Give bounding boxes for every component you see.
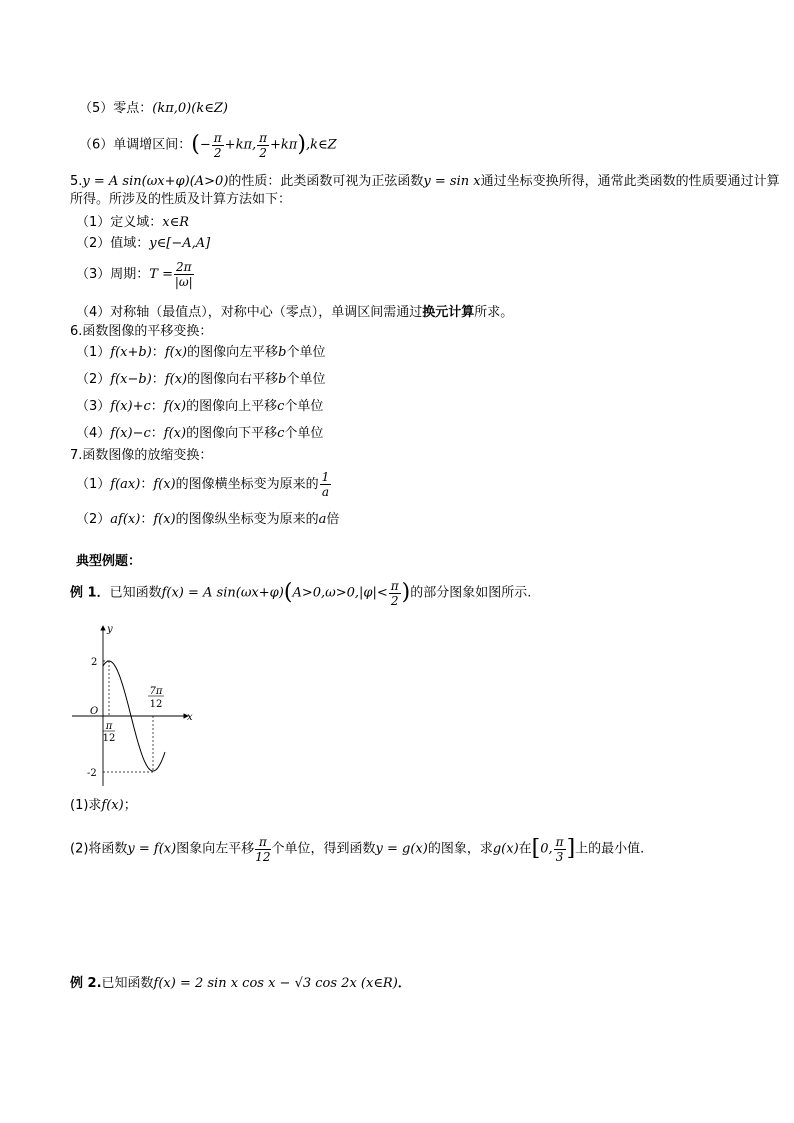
row-fx: f(x) [153, 512, 176, 527]
item-5-formula: (kπ,0)(k∈Z) [152, 101, 228, 116]
q1-end: ； [123, 798, 137, 813]
item-6-frac2 [257, 131, 269, 160]
frac-num: π [555, 834, 564, 849]
frac-den: 12 [255, 849, 271, 864]
row-label: （3） [76, 399, 111, 414]
row-text: 的图像向下平移 [186, 426, 278, 441]
p1-label: （1）定义域： [76, 215, 163, 230]
item-6-end: +kπ [270, 137, 298, 153]
examples-heading: 典型例题： [76, 554, 142, 569]
row-text: 的图像横坐标变为原来的 [175, 477, 319, 492]
q2-c: 个单位，得到函数 [271, 841, 376, 857]
example-1-cond: A>0,ω>0,|φ|< [292, 585, 388, 601]
item-5 [79, 101, 228, 117]
row-unit: 倍 [326, 512, 340, 527]
q2-g: y = g(x) [375, 841, 428, 857]
q2-f: 上的最小值. [575, 841, 645, 857]
q2-interval-start: 0, [540, 841, 553, 857]
x2-num-label: 7π [149, 686, 163, 697]
row-text: 的图像向右平移 [187, 372, 279, 387]
p4-text-b: 所求。 [474, 305, 514, 320]
example-2-end: ． [397, 976, 411, 991]
row-label: （1） [76, 345, 111, 360]
row-func: f(x)+c [110, 399, 151, 414]
q1-func: f(x) [101, 798, 124, 813]
p4-bold: 换元计算 [422, 305, 475, 320]
item-6-mid: +kπ, [224, 137, 257, 153]
row-var: c [277, 426, 285, 441]
q2-b: 图象向左平移 [176, 841, 255, 857]
section-5-ysinx: y = sin x [423, 174, 481, 189]
section-6-row-3 [76, 399, 323, 415]
x2-den-label: 12 [149, 699, 163, 710]
section-5-p1 [76, 215, 189, 231]
row-func: f(x)−c [110, 426, 151, 441]
p3-T: T = [149, 267, 173, 282]
row-label: （4） [76, 426, 111, 441]
q2-e: 在 [518, 841, 532, 857]
section-6-title: 6.函数图像的平移变换： [70, 324, 213, 339]
row-unit: 个单位 [286, 372, 326, 387]
section-5-p2 [76, 236, 210, 252]
p3-frac [174, 260, 194, 289]
example-2-formula: f(x) = 2 sin x cos x − √3 cos 2x (x∈R) [153, 976, 398, 991]
section-5-text1: 的性质：此类函数可视为正弦函数 [228, 174, 424, 189]
row-colon: ： [140, 512, 154, 527]
row-fx: f(x) [163, 399, 187, 414]
example-2-text: 已知函数 [101, 976, 154, 991]
p4-text-a: （4）对称轴（最值点），对称中心（零点），单调区间需通过 [76, 305, 423, 320]
row-colon: ： [151, 372, 165, 387]
row-var: a [318, 512, 327, 527]
y-max-label: 2 [91, 657, 98, 668]
frac-num: π [213, 130, 222, 145]
y-axis-label: y [107, 624, 113, 635]
row-unit: 个单位 [284, 399, 324, 414]
section-5-p3 [76, 260, 195, 290]
x-axis-label: x [187, 712, 193, 723]
row-var: b [278, 372, 287, 387]
q2-y: y = f(x) [127, 841, 177, 857]
frac-num: 2π [175, 260, 192, 274]
origin-label: O [90, 706, 99, 717]
section-6-row-1 [76, 345, 325, 361]
row-unit: 个单位 [284, 426, 324, 441]
row-var: b [278, 345, 287, 360]
p1-formula: x∈R [162, 215, 190, 230]
item-6: （6）单调增区间：(− $\frac{\pi}{2}$ +kπ, $\frac{\pi}{2}$ +kπ),k∈Z [79, 130, 337, 160]
row-label: （2） [76, 372, 111, 387]
row-text: 的图像向左平移 [187, 345, 279, 360]
frac-den: |ω| [174, 275, 193, 289]
frac-den: a [321, 485, 330, 499]
item-6-tail: ,k∈Z [305, 137, 337, 153]
row-frac [320, 470, 332, 499]
section-5-p4 [76, 305, 513, 321]
row-fx: f(x) [164, 372, 188, 387]
p2-formula: y∈[−A,A] [149, 236, 211, 251]
y-min-label: -2 [87, 768, 97, 779]
example-1-text2: 的部分图象如图所示. [410, 585, 532, 601]
x1-num-label: π [105, 721, 113, 732]
row-label: （1） [76, 477, 111, 492]
row-colon: ： [151, 345, 165, 360]
section-6-row-4 [76, 426, 323, 442]
example-1-label: 例 1． [70, 585, 110, 601]
row-colon: ： [150, 426, 164, 441]
section-5-formula: y = A sin(ωx+φ)(A>0) [82, 174, 229, 189]
section-5-text2: 通过坐标变换所得，通常此类函数的性质要通过计算所得。所涉及的性质及计算方法如下： [70, 174, 780, 207]
q2-interval-frac [554, 835, 566, 864]
section-7-row-1 [76, 468, 332, 502]
p2-label: （2）值域： [76, 236, 150, 251]
question-1 [70, 798, 137, 814]
item-6-frac1 [212, 131, 224, 160]
item-6-minus: − [199, 137, 211, 153]
section-5-intro [70, 173, 790, 209]
item-6-label: （6）单调增区间： [79, 137, 192, 153]
example-1-text1: 已知函数 [109, 585, 162, 601]
example-2-label: 例 2. [70, 976, 102, 991]
frac-num: 1 [321, 470, 330, 484]
x1-den-label: 12 [102, 733, 116, 744]
section-7-row-2 [76, 512, 339, 528]
section-7-title: 7.函数图像的放缩变换： [70, 448, 213, 463]
frac-den: 2 [390, 593, 399, 608]
row-fx: f(x) [153, 477, 176, 492]
q2-gx: g(x) [492, 841, 519, 857]
row-func: f(x+b) [110, 345, 152, 360]
frac-num: π [259, 130, 268, 145]
frac-num: π [255, 835, 270, 850]
p3-label: （3）周期： [76, 267, 150, 282]
sine-graph-figure [70, 620, 200, 790]
frac-den: 2 [259, 145, 267, 160]
section-6-row-2 [76, 372, 325, 388]
row-label: （2） [76, 512, 111, 527]
row-text: 的图像纵坐标变为原来的 [175, 512, 319, 527]
row-func: f(ax) [110, 477, 141, 492]
frac-den: 3 [555, 849, 564, 864]
row-func: f(x−b) [110, 372, 152, 387]
row-text: 的图像向上平移 [186, 399, 278, 414]
row-func: af(x) [110, 512, 141, 527]
q2-a: (2)将函数 [70, 841, 128, 857]
row-colon: ： [150, 399, 164, 414]
example-2 [70, 976, 411, 992]
q2-d: 的图象，求 [427, 841, 493, 857]
row-colon: ： [140, 477, 154, 492]
example-1: 例 1．已知函数f(x) = A sin(ωx+φ)(A>0,ω>0,|φ|< $\frac{\pi}{2}$ )的部分图象如图所示. [70, 578, 532, 608]
row-var: c [277, 399, 285, 414]
frac-num: π [390, 578, 399, 593]
q1-label: (1)求 [70, 798, 102, 813]
section-5-number: 5. [70, 174, 83, 189]
row-fx: f(x) [164, 345, 188, 360]
row-unit: 个单位 [286, 345, 326, 360]
example-1-frac [389, 579, 401, 608]
item-5-label: （5）零点： [79, 101, 153, 116]
question-2: (2)将函数y = f(x)图象向左平移 $\frac{\pi}{12}$ 个单位，得到函数y = g(x)的图象，求g(x)在[0, $\frac{\pi}{3}$ ]上的最小值. [70, 834, 645, 864]
example-1-formula: f(x) = A sin(ωx+φ) [161, 585, 284, 601]
q2-frac [255, 835, 270, 864]
row-fx: f(x) [163, 426, 187, 441]
frac-den: 2 [213, 145, 222, 160]
